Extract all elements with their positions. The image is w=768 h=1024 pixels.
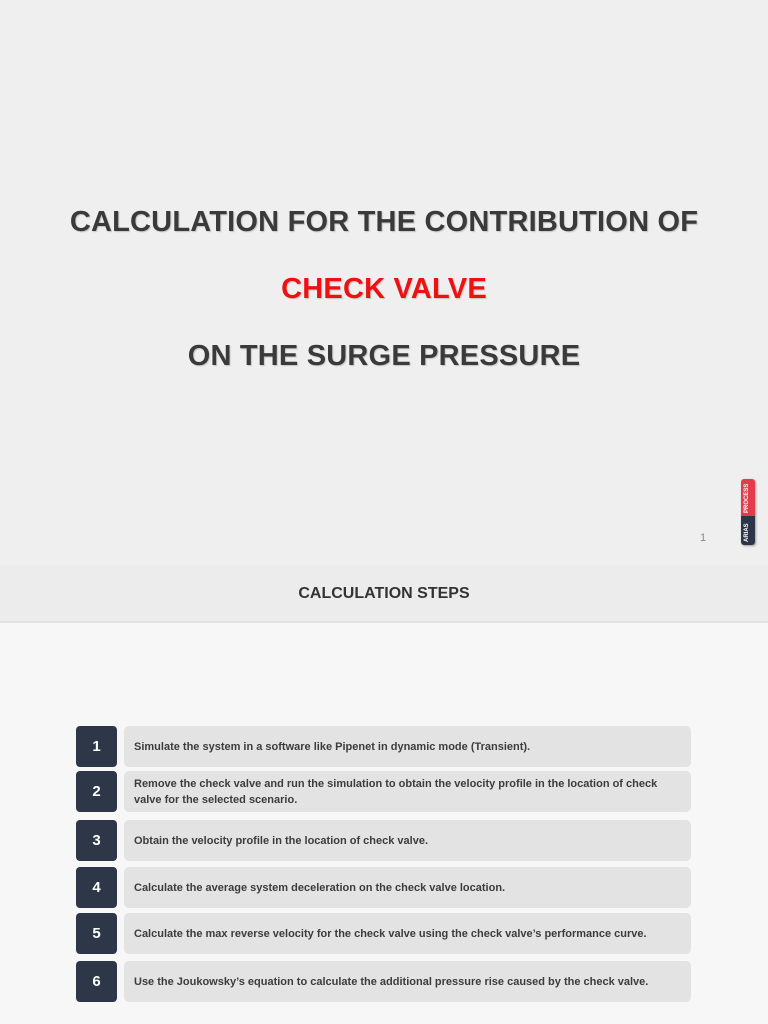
- brand-text-arias: ARIAS: [744, 523, 750, 542]
- brand-logo-tag: [741, 479, 755, 545]
- title-line-1: CALCULATION FOR THE CONTRIBUTION OF: [69, 206, 699, 238]
- step-text-box: [124, 867, 691, 908]
- step-number-badge: 5: [76, 913, 117, 954]
- step-text-box: [124, 913, 691, 954]
- step-text: Calculate the average system deceleration on the check valve location.: [134, 881, 506, 894]
- step-row-2: [76, 771, 692, 812]
- step-row-5: [76, 913, 692, 954]
- header-divider: [0, 621, 768, 623]
- step-text-box: [124, 820, 691, 861]
- brand-text-process: PROCESS: [744, 483, 750, 513]
- page-number: 1: [700, 532, 707, 544]
- step-number-badge: 2: [76, 771, 117, 812]
- steps-slide: [0, 565, 768, 1024]
- title-line-2-highlight: CHECK VALVE: [281, 273, 487, 305]
- step-number-badge: 1: [76, 726, 117, 767]
- step-number-badge: 4: [76, 867, 117, 908]
- step-row-3: [76, 820, 692, 861]
- step-number-badge: 6: [76, 961, 117, 1002]
- steps-title: CALCULATION STEPS: [298, 585, 470, 602]
- step-text: Calculate the max reverse velocity for the check valve using the check valve’s performance curve.: [134, 927, 647, 940]
- step-text: Obtain the velocity profile in the location of check valve.: [134, 834, 429, 847]
- step-text-box: [124, 961, 691, 1002]
- step-text-box: [124, 726, 691, 767]
- step-row-6: [76, 961, 692, 1002]
- step-text: Use the Joukowsky’s equation to calculate the additional pressure rise caused by the check valve.: [134, 975, 649, 988]
- step-text-box: [124, 771, 691, 812]
- step-text: Simulate the system in a software like Pipenet in dynamic mode (Transient).: [134, 740, 531, 753]
- step-text: Remove the check valve and run the simulation to obtain the velocity profile in the location of check valve for the selected scenario.: [134, 777, 658, 806]
- step-row-1: [76, 726, 692, 767]
- step-row-4: [76, 867, 692, 908]
- title-line-3: ON THE SURGE PRESSURE: [187, 340, 581, 372]
- step-number-badge: 3: [76, 820, 117, 861]
